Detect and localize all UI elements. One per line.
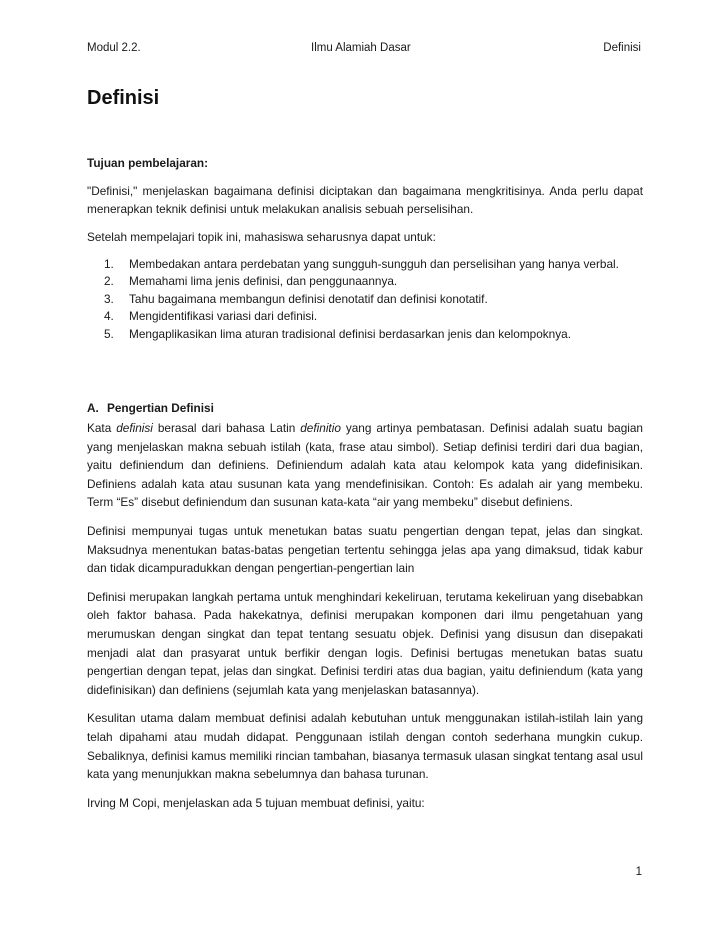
header-topic: Definisi bbox=[603, 42, 641, 54]
list-item-text: Mengaplikasikan lima aturan tradisional definisi berdasarkan jenis dan kelompoknya. bbox=[129, 326, 571, 341]
list-item-text: Mengidentifikasi variasi dari definisi. bbox=[129, 309, 318, 324]
header-module: Modul 2.2. bbox=[87, 42, 141, 54]
page-title: Definisi bbox=[87, 87, 160, 109]
list-item-number: 5. bbox=[104, 326, 114, 341]
section-a-title: Pengertian Definisi bbox=[107, 401, 214, 416]
list-item-number: 3. bbox=[104, 291, 114, 306]
paragraph-text: berasal dari bahasa Latin bbox=[152, 421, 301, 436]
section-a-heading bbox=[87, 399, 643, 417]
document-body bbox=[87, 84, 643, 822]
list-item-text: Membedakan antara perdebatan yang sungguh-sungguh dan perselisihan yang hanya verbal. bbox=[129, 257, 619, 271]
section-a-paragraph-1 bbox=[87, 419, 643, 512]
page-header bbox=[87, 40, 641, 56]
list-item bbox=[87, 308, 643, 325]
header-course: Ilmu Alamiah Dasar bbox=[311, 42, 411, 54]
objectives-list-wrapper bbox=[87, 256, 643, 343]
paragraph-text: Kata bbox=[87, 421, 117, 436]
list-item-text: Memahami lima jenis definisi, dan penggunaannya. bbox=[129, 274, 398, 289]
objectives-list bbox=[87, 256, 643, 343]
list-item bbox=[87, 326, 643, 343]
section-a-paragraph-3: Definisi merupakan langkah pertama untuk menghindari kekeliruan, terutama kekeliruan yang disebabkan oleh faktor bahasa. Pada hakekatnya, definisi merupakan komponen dari ilmu pengetahuan yang merumuskan dengan singkat dan tepat tentang sesuatu objek. Definisi yang disusun dan disepakati menjadi alat dan prasyarat untuk berfikir dengan logis. Definisi bertugas menetukan batas suatu pengertian dengan tepat, jelas dan singkat. Definisi terdiri atas dua bagian, yaitu definiendum (kata yang didefinisikan) dan definiens (sejumlah kata yang menjelaskan batasannya). bbox=[87, 589, 643, 697]
term-definitio: definitio bbox=[300, 421, 341, 436]
section-a-paragraph-4: Kesulitan utama dalam membuat definisi adalah kebutuhan untuk menggunakan istilah-istilah lain yang telah dipahami atau mudah didapat. Penggunaan istilah dengan contoh sederhana mungkin cukup. Sebaliknya, definisi kamus memiliki rincian tambahan, biasanya termasuk ulasan singkat tentang asal usul kata yang menunjukkan makna sebelumnya dan bahasa turunan. bbox=[87, 711, 643, 782]
list-item-number: 1. bbox=[104, 257, 114, 271]
section-a-paragraph-5: Irving M Copi, menjelaskan ada 5 tujuan membuat definisi, yaitu: bbox=[87, 795, 425, 810]
list-item-text: Tahu bagaimana membangun definisi denotatif dan definisi konotatif. bbox=[129, 291, 488, 306]
paragraph-text: yang artinya pembatasan. Definisi adalah suatu bagian yang menjelaskan makna sebuah istilah (kata, frase atau simbol). Setiap definisi terdiri dari dua bagian, yaitu definiendum dan definiens. Definiendum adalah kata atau kelompok kata yang didefinisikan. Definiens adalah kata atau susunan kata yang mendefinisikan. Contoh: Es adalah air yang membeku. Term “Es” disebut definiendum dan susunan kata-kata “air yang membeku” disebut definiens. bbox=[87, 421, 643, 510]
objectives-heading: Tujuan pembelajaran: bbox=[87, 156, 209, 170]
objectives-intro: "Definisi," menjelaskan bagaimana definisi diciptakan dan bagaimana mengkritisinya. Anda perlu dapat menerapkan teknik definisi untuk melakukan analisis sebuah perselisihan. bbox=[87, 184, 643, 216]
objectives-lead: Setelah mempelajari topik ini, mahasiswa seharusnya dapat untuk: bbox=[87, 230, 436, 244]
section-a-letter: A. bbox=[87, 401, 99, 416]
term-definisi: definisi bbox=[116, 421, 153, 436]
list-item bbox=[87, 273, 643, 290]
list-item bbox=[87, 291, 643, 308]
list-item bbox=[87, 256, 643, 273]
section-a-paragraph-2: Definisi mempunyai tugas untuk menetukan batas suatu pengertian dengan tepat, jelas dan singkat. Maksudnya menentukan batas-batas pengetian tertentu sehingga jelas apa yang dimaksud, tidak kabur dan tidak dicampuradukkan dengan pengertian-pengertian lain bbox=[87, 524, 643, 576]
page-number: 1 bbox=[635, 866, 642, 878]
list-item-number: 4. bbox=[104, 309, 114, 324]
list-item-number: 2. bbox=[104, 274, 114, 289]
